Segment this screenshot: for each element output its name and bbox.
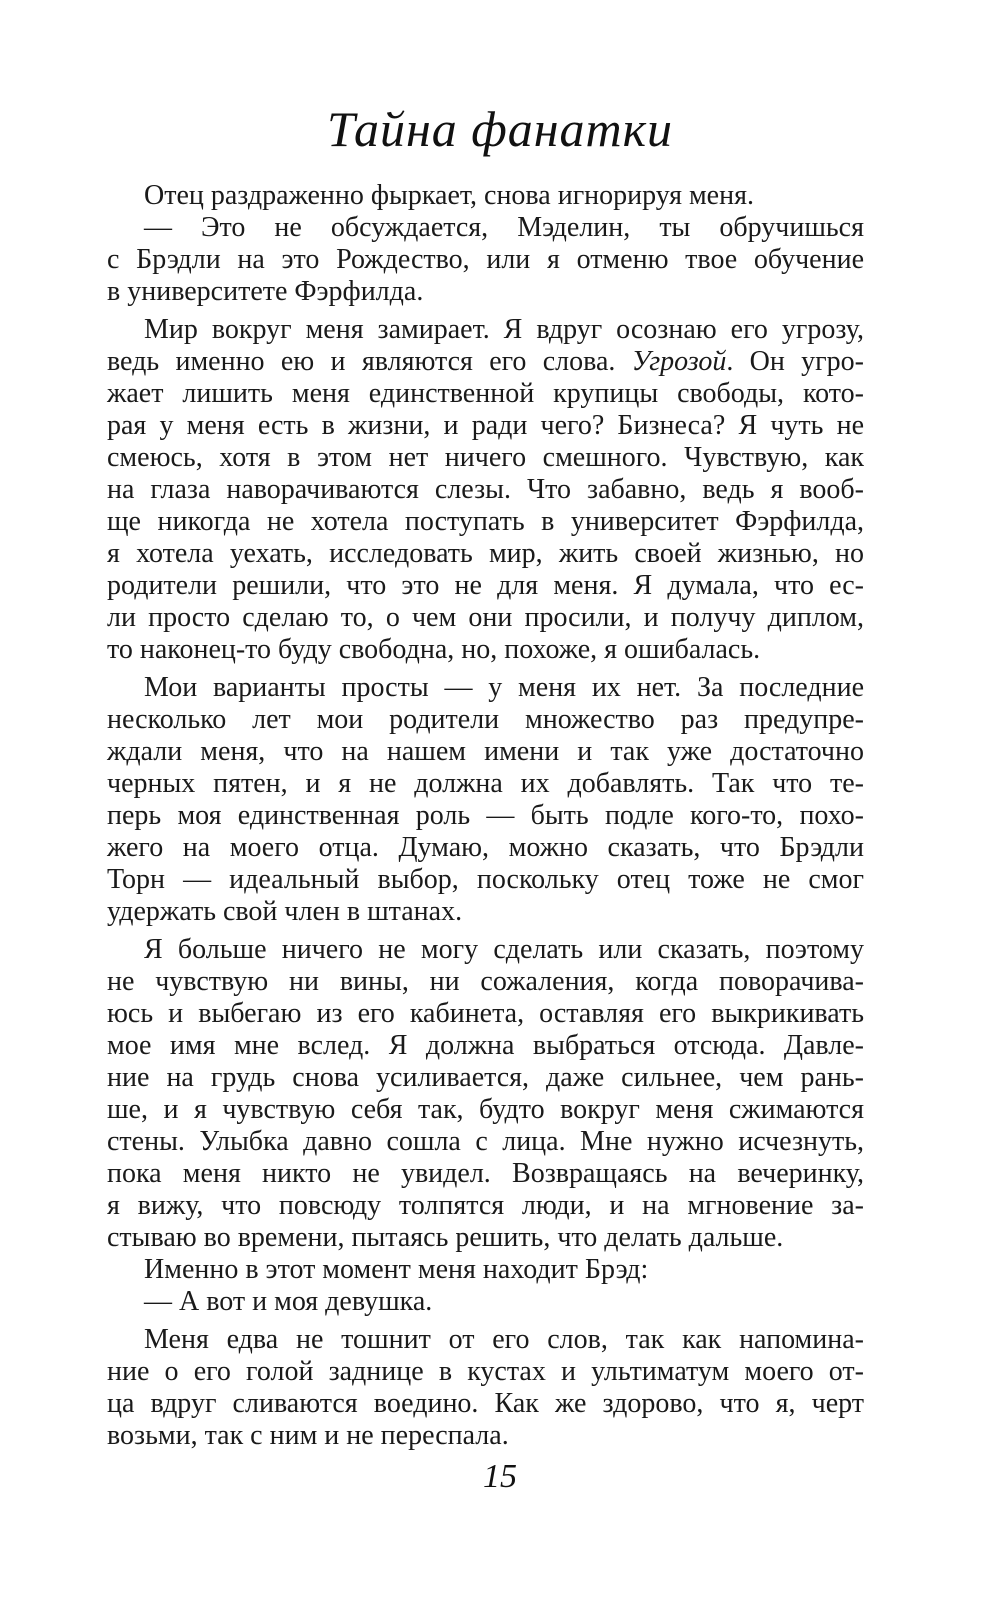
text-line: пока меня никто не увидел. Возвращаясь на вечеринку, (107, 1158, 864, 1189)
text-line: Меня едва не тошнит от его слов, так как напомина- (144, 1324, 864, 1355)
text-line: юсь и выбегаю из его кабинета, оставляя его выкрикивать (107, 998, 864, 1029)
text-line: ждали меня, что на нашем имени и так уже достаточно (107, 736, 864, 767)
page-number: 15 (483, 1458, 517, 1495)
text-line: Торн — идеальный выбор, поскольку отец тоже не смог (107, 864, 864, 895)
text-line: Я больше ничего не могу сделать или сказать, поэтому (144, 934, 864, 965)
text-line: мое имя мне вслед. Я должна выбраться отсюда. Давле- (107, 1030, 864, 1061)
text-line: перь моя единственная роль — быть подле кого-то, похо- (107, 800, 864, 831)
paragraph-5 (107, 934, 864, 1254)
paragraph-2 (107, 212, 864, 308)
text-line: ше, и я чувствую себя так, будто вокруг меня сжимаются (107, 1094, 864, 1125)
text-line: возьми, так с ним и не переспала. (107, 1420, 509, 1451)
italic-word: Угрозой (631, 346, 727, 377)
text-line: Отец раздраженно фыркает, снова игнорируя меня. (144, 180, 754, 211)
text-line: на глаза наворачиваются слезы. Что забавно, ведь я вооб- (107, 474, 864, 505)
text-line: стываю во времени, пытаясь решить, что делать дальше. (107, 1222, 784, 1253)
text-line: родители решили, что это не для меня. Я думала, что ес- (107, 570, 864, 601)
text-line: — Это не обсуждается, Мэделин, ты обручишься (144, 212, 864, 243)
text-line: Мои варианты просты — у меня их нет. За последние (144, 672, 864, 703)
text-line: несколько лет мои родители множество раз предупре- (107, 704, 864, 735)
text-line: я вижу, что повсюду толпятся люди, и на мгновение за- (107, 1190, 864, 1221)
body-text (107, 180, 864, 1452)
text-line: черных пятен, и я не должна их добавлять. Так что те- (107, 768, 864, 799)
text-line: стены. Улыбка давно сошла с лица. Мне нужно исчезнуть, (107, 1126, 864, 1157)
text-line: — А вот и моя девушка. (144, 1286, 433, 1317)
text-line-with-italic (107, 346, 864, 378)
text-line: в университете Фэрфилда. (107, 276, 424, 307)
paragraph-4 (107, 672, 864, 928)
text-line: жего на моего отца. Думаю, можно сказать, что Брэдли (107, 832, 864, 863)
text-line: ли просто сделаю то, о чем они просили, и получу диплом, (107, 602, 864, 633)
text-line: ние о его голой заднице в кустах и ультиматум моего от- (107, 1356, 864, 1387)
text-line: рая у меня есть в жизни, и ради чего? Бизнеса? Я чуть не (107, 410, 864, 441)
paragraph-1 (107, 180, 864, 212)
text-line: то наконец-то буду свободна, но, похоже, я ошибалась. (107, 634, 761, 665)
paragraph-8 (107, 1324, 864, 1452)
text-line: жает лишить меня единственной крупицы свободы, кото- (107, 378, 864, 409)
text-line: ца вдруг сливаются воедино. Как же здорово, что я, черт (107, 1388, 864, 1419)
text-line: я хотела уехать, исследовать мир, жить своей жизнью, но (107, 538, 864, 569)
text-line: ще никогда не хотела поступать в университет Фэрфилда, (107, 506, 864, 537)
paragraph-3 (107, 314, 864, 666)
text-fragment: ведь именно ею и являются его слова. (107, 346, 632, 377)
text-line: ние на грудь снова усиливается, даже сильнее, чем рань- (107, 1062, 864, 1093)
text-line: Именно в этот момент меня находит Брэд: (144, 1254, 649, 1285)
running-title: Тайна фанатки (326, 101, 674, 157)
text-line: не чувствую ни вины, ни сожаления, когда поворачива- (107, 966, 864, 997)
paragraph-6 (107, 1254, 864, 1286)
text-line: Мир вокруг меня замирает. Я вдруг осознаю его угрозу, (144, 314, 864, 345)
text-line: с Брэдли на это Рождество, или я отменю твое обучение (107, 244, 864, 275)
text-fragment: . Он угро- (726, 346, 864, 377)
paragraph-7 (107, 1286, 864, 1318)
text-line: смеюсь, хотя в этом нет ничего смешного. Чувствую, как (107, 442, 864, 473)
text-line: удержать свой член в штанах. (107, 896, 463, 927)
